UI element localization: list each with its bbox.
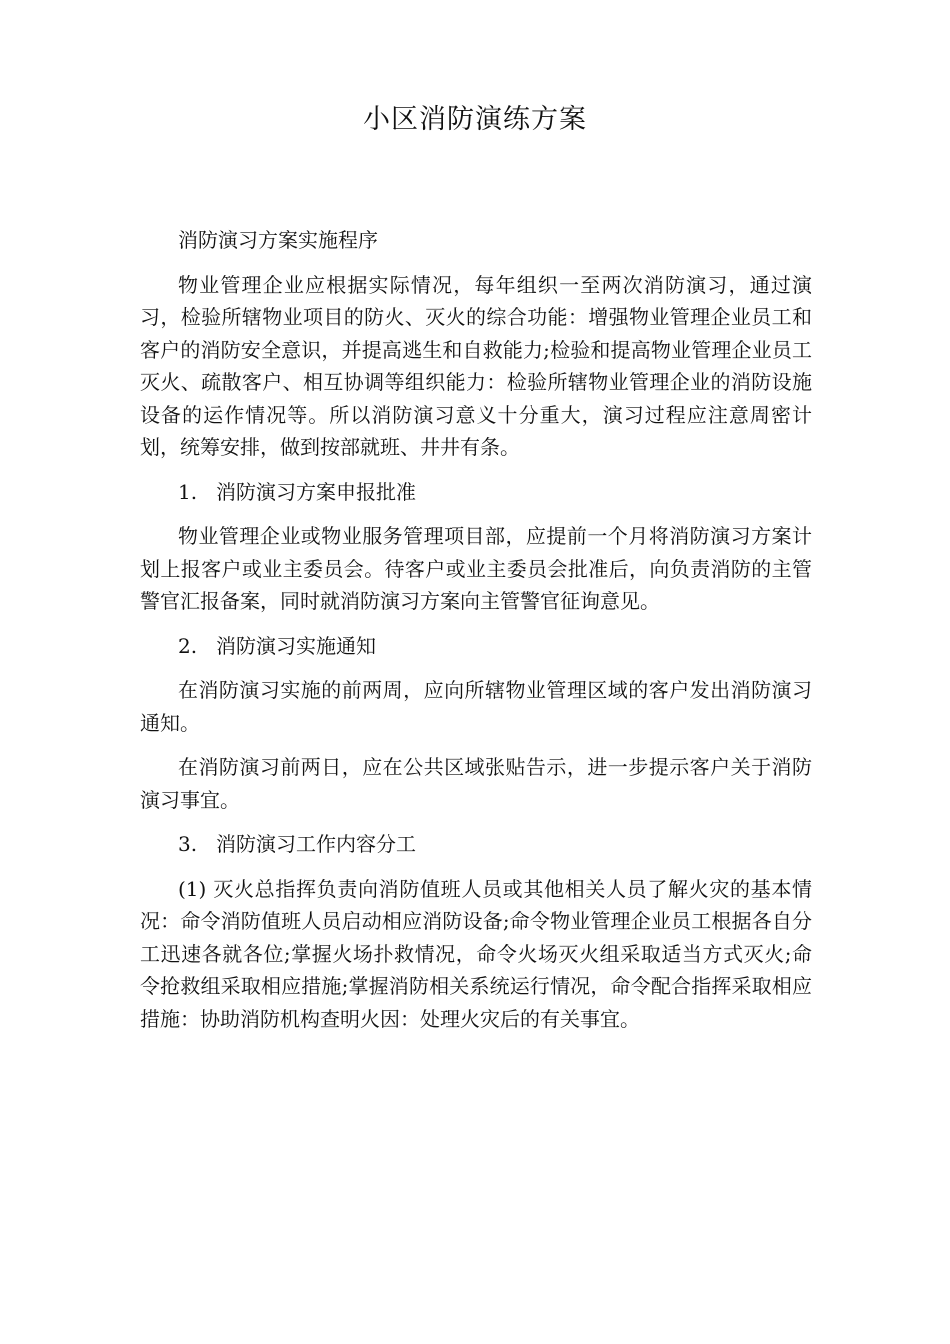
section-3-heading [140, 828, 812, 861]
section-3-paragraph-1: (1) 灭火总指挥负责向消防值班人员或其他相关人员了解火灾的基本情况：命令消防值班人员启动相应消防设备;命令物业管理企业员工根据各自分工迅速各就各位;掌握火场扑救情况，命令火场灭火组采取适当方式灭火;命令抢救组采取相应措施;掌握消防相关系统运行情况，命令配合指挥采取相应措施：协助消防机构查明火因：处理火灾后的有关事宜。 [140, 876, 812, 1031]
section-2-paragraph-1: 在消防演习实施的前两周，应向所辖物业管理区域的客户发出消防演习通知。 [140, 678, 812, 735]
document-body [140, 224, 812, 1047]
section-1-number: 1. [178, 479, 198, 504]
section-2-number: 2. [178, 633, 198, 658]
intro-paragraph: 物业管理企业应根据实际情况，每年组织一至两次消防演习，通过演习，检验所辖物业项目的防火、灭火的综合功能：增强物业管理企业员工和客户的消防安全意识，并提高逃生和自救能力;检验和提高物业管理企业员工灭火、疏散客户、相互协调等组织能力：检验所辖物业管理企业的消防设施设备的运作情况等。所以消防演习意义十分重大，演习过程应注意周密计划，统筹安排，做到按部就班、井井有条。 [140, 272, 812, 459]
section-3-title: 消防演习工作内容分工 [216, 832, 416, 856]
section-2-heading [140, 630, 812, 663]
document-title: 小区消防演练方案 [363, 104, 587, 135]
subtitle: 消防演习方案实施程序 [178, 228, 378, 252]
section-1-title: 消防演习方案申报批准 [216, 479, 416, 504]
section-1-paragraph: 物业管理企业或物业服务管理项目部，应提前一个月将消防演习方案计划上报客户或业主委员会。待客户或业主委员会批准后，向负责消防的主管警官汇报备案，同时就消防演习方案向主管警官征询意见。 [140, 524, 812, 613]
section-2-paragraph-2: 在消防演习前两日，应在公共区域张贴告示，进一步提示客户关于消防演习事宜。 [140, 755, 812, 812]
section-3-number: 3. [178, 832, 198, 856]
section-2-title: 消防演习实施通知 [216, 633, 376, 658]
section-1-heading [140, 476, 812, 509]
